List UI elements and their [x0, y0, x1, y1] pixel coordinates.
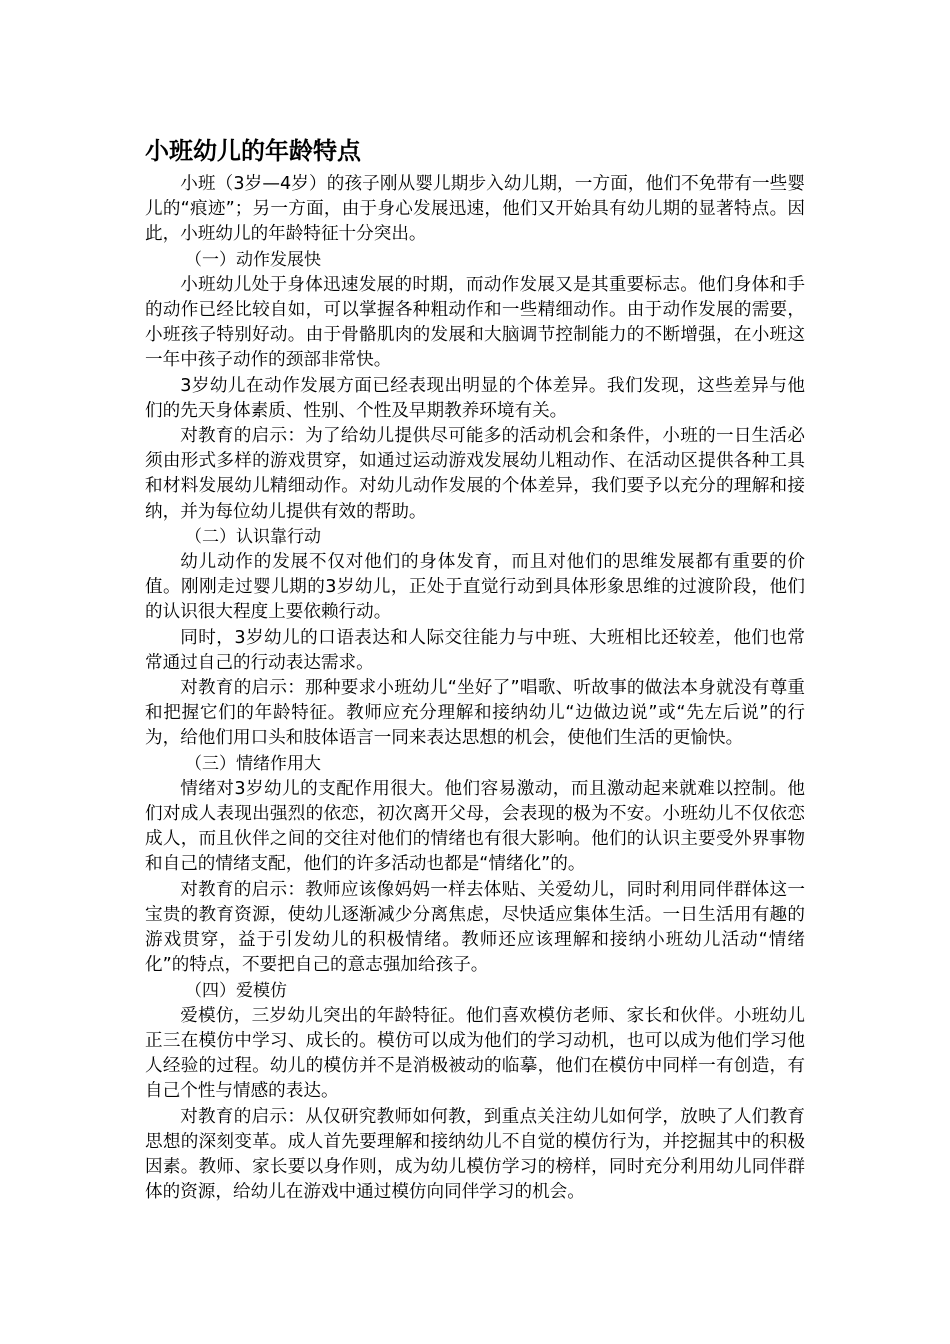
section-2	[145, 525, 805, 752]
section-paragraph: 对教育的启示：教师应该像妈妈一样去体贴、关爱幼儿，同时利用同伴群体这一宝贵的教育资源，使幼儿逐渐减少分离焦虑，尽快适应集体生活。一日生活用有趣的游戏贯穿，益于引发幼儿的积极情绪。教师还应该理解和接纳小班幼儿活动“情绪化”的特点，不要把自己的意志强加给孩子。	[145, 879, 805, 976]
section-paragraph: 幼儿动作的发展不仅对他们的身体发育，而且对他们的思维发展都有重要的价值。刚刚走过婴儿期的3岁幼儿，正处于直觉行动到具体形象思维的过渡阶段，他们的认识很大程度上要依赖行动。	[145, 552, 805, 623]
section-3	[145, 752, 805, 979]
section-paragraph: 对教育的启示：那种要求小班幼儿“坐好了”唱歌、听故事的做法本身就没有尊重和把握它们的年龄特征。教师应充分理解和接纳幼儿“边做边说”或“先左后说”的行为，给他们用口头和肢体语言一同来表达思想的机会，使他们生活的更愉快。	[145, 678, 805, 749]
section-4	[145, 979, 805, 1206]
section-paragraph: 小班幼儿处于身体迅速发展的时期，而动作发展又是其重要标志。他们身体和手的动作已经比较自如，可以掌握各种粗动作和一些精细动作。由于动作发展的需要，小班孩子特别好动。由于骨骼肌肉的发展和大脑调节控制能力的不断增强，在小班这一年中孩子动作的颈部非常快。	[145, 274, 805, 371]
section-heading: （二）认识靠行动	[185, 526, 321, 547]
section-heading: （四）爱模仿	[185, 980, 287, 1001]
section-paragraph: 3岁幼儿在动作发展方面已经表现出明显的个体差异。我们发现，这些差异与他们的先天身体素质、性别、个性及早期教养环境有关。	[145, 375, 805, 421]
section-paragraph: 情绪对3岁幼儿的支配作用很大。他们容易激动，而且激动起来就难以控制。他们对成人表现出强烈的依恋，初次离开父母，会表现的极为不安。小班幼儿不仅依恋成人，而且伙伴之间的交往对他们的情绪也有很大影响。他们的认识主要受外界事物和自己的情绪支配，他们的许多活动也都是“情绪化”的。	[145, 778, 805, 875]
intro-paragraph: 小班（3岁—4岁）的孩子刚从婴儿期步入幼儿期，一方面，他们不免带有一些婴儿的“痕迹”；另一方面，由于身心发展迅速，他们又开始具有幼儿期的显著特点。因此，小班幼儿的年龄特征十分突出。	[145, 174, 805, 245]
section-paragraph: 对教育的启示：从仅研究教师如何教，到重点关注幼儿如何学，放映了人们教育思想的深刻变革。成人首先要理解和接纳幼儿不自觉的模仿行为，并挖掘其中的积极因素。教师、家长要以身作则，成为幼儿模仿学习的榜样，同时充分利用幼儿同伴群体的资源，给幼儿在游戏中通过模仿向同伴学习的机会。	[145, 1106, 805, 1203]
section-1	[145, 248, 805, 525]
document-page	[145, 134, 805, 1205]
section-paragraph: 爱模仿，三岁幼儿突出的年龄特征。他们喜欢模仿老师、家长和伙伴。小班幼儿正三在模仿中学习、成长的。模仿可以成为他们的学习动机，也可以成为他们学习他人经验的过程。幼儿的模仿并不是消极被动的临摹，他们在模仿中同样一有创造，有自己个性与情感的表达。	[145, 1005, 805, 1102]
section-paragraph: 对教育的启示：为了给幼儿提供尽可能多的活动机会和条件，小班的一日生活必须由形式多样的游戏贯穿，如通过运动游戏发展幼儿粗动作、在活动区提供各种工具和材料发展幼儿精细动作。对幼儿动作发展的个体差异，我们要予以充分的理解和接纳，并为每位幼儿提供有效的帮助。	[145, 426, 805, 522]
document-title: 小班幼儿的年龄特点	[145, 136, 361, 165]
section-heading: （三）情绪作用大	[185, 753, 321, 774]
section-heading: （一）动作发展快	[185, 249, 321, 270]
section-paragraph: 同时，3岁幼儿的口语表达和人际交往能力与中班、大班相比还较差，他们也常常通过自己的行动表达需求。	[145, 627, 805, 673]
